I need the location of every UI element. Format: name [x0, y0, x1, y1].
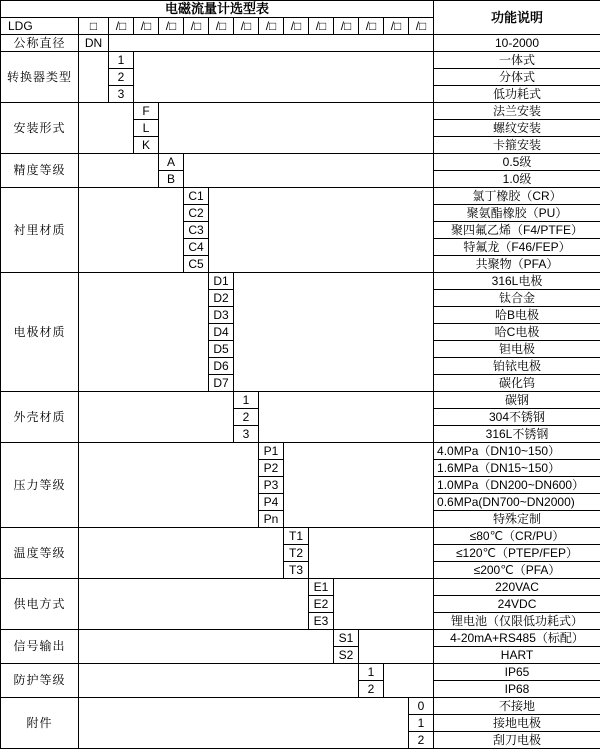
code-cell: C1 — [184, 188, 209, 205]
category-label: 温度等级 — [1, 528, 79, 579]
code-cell: 3 — [234, 426, 259, 443]
desc-cell: ≤80℃（CR/PU） — [434, 528, 600, 545]
code-cell: D7 — [209, 375, 234, 392]
model-slot: /□ — [309, 18, 334, 35]
code-cell: 1 — [109, 52, 134, 69]
left-gap — [79, 52, 109, 103]
model-slot: /□ — [284, 18, 309, 35]
right-gap — [134, 52, 434, 103]
desc-column-header: 功能说明 — [434, 1, 600, 35]
code-cell: S2 — [334, 647, 359, 664]
desc-cell: 特氟龙（F46/FEP） — [434, 239, 600, 256]
desc-cell: IP65 — [434, 664, 600, 681]
code-cell: DN — [79, 35, 109, 52]
code-cell: S1 — [334, 630, 359, 647]
model-slot: /□ — [409, 18, 434, 35]
desc-cell: 4-20mA+RS485（标配） — [434, 630, 600, 647]
code-cell: C2 — [184, 205, 209, 222]
desc-cell: 聚氨酯橡胶（PU） — [434, 205, 600, 222]
code-cell: T2 — [284, 545, 309, 562]
desc-cell: 4.0MPa（DN10~150） — [434, 443, 600, 460]
code-cell: T1 — [284, 528, 309, 545]
left-gap — [79, 579, 309, 630]
desc-cell: 共聚物（PFA） — [434, 256, 600, 273]
code-cell: 2 — [109, 69, 134, 86]
desc-cell: 接地电极 — [434, 715, 600, 732]
code-cell: C3 — [184, 222, 209, 239]
model-slot: /□ — [234, 18, 259, 35]
desc-cell: 0.5级 — [434, 154, 600, 171]
desc-cell: 1.6MPa（DN15~150） — [434, 460, 600, 477]
code-cell: D2 — [209, 290, 234, 307]
desc-cell: 锂电池（仅限低功耗式） — [434, 613, 600, 630]
category-label: 外壳材质 — [1, 392, 79, 443]
desc-cell: 316L电极 — [434, 273, 600, 290]
code-cell: P4 — [259, 494, 284, 511]
model-slot: /□ — [334, 18, 359, 35]
right-gap — [109, 35, 434, 52]
code-cell: 1 — [359, 664, 384, 681]
right-gap — [359, 630, 434, 664]
desc-cell: 刮刀电极 — [434, 732, 600, 749]
code-cell: C5 — [184, 256, 209, 273]
desc-cell: ≤120℃（PTEP/FEP） — [434, 545, 600, 562]
category-label: 公称直径 — [1, 35, 79, 52]
desc-cell: 1.0级 — [434, 171, 600, 188]
right-gap — [284, 443, 434, 528]
desc-cell: 316L不锈钢 — [434, 426, 600, 443]
model-slot: /□ — [159, 18, 184, 35]
desc-cell: 220VAC — [434, 579, 600, 596]
category-label: 转换器类型 — [1, 52, 79, 103]
right-gap — [259, 392, 434, 443]
left-gap — [79, 103, 134, 154]
right-gap — [334, 579, 434, 630]
left-gap — [79, 630, 334, 664]
desc-cell: 碳化钨 — [434, 375, 600, 392]
desc-cell: 法兰安装 — [434, 103, 600, 120]
code-cell: D5 — [209, 341, 234, 358]
category-label: 信号输出 — [1, 630, 79, 664]
code-cell: P1 — [259, 443, 284, 460]
category-label: 安装形式 — [1, 103, 79, 154]
model-base-box: □ — [79, 18, 109, 35]
desc-cell: 分体式 — [434, 69, 600, 86]
right-gap — [234, 273, 434, 392]
code-cell: 2 — [359, 681, 384, 698]
desc-cell: 24VDC — [434, 596, 600, 613]
desc-cell: 聚四氟乙烯（F4/PTFE） — [434, 222, 600, 239]
desc-cell: 哈B电极 — [434, 307, 600, 324]
desc-cell: HART — [434, 647, 600, 664]
table-title: 电磁流量计选型表 — [1, 1, 434, 18]
code-cell: F — [134, 103, 159, 120]
code-cell: P3 — [259, 477, 284, 494]
category-label: 精度等级 — [1, 154, 79, 188]
desc-cell: 碳钢 — [434, 392, 600, 409]
code-cell: D4 — [209, 324, 234, 341]
desc-cell: 钛合金 — [434, 290, 600, 307]
code-cell: L — [134, 120, 159, 137]
desc-cell: 哈C电极 — [434, 324, 600, 341]
desc-cell: 氯丁橡胶（CR） — [434, 188, 600, 205]
desc-cell: 不接地 — [434, 698, 600, 715]
model-slot: /□ — [209, 18, 234, 35]
right-gap — [184, 154, 434, 188]
left-gap — [79, 664, 359, 698]
desc-cell: 10-2000 — [434, 35, 600, 52]
category-label: 压力等级 — [1, 443, 79, 528]
category-label: 附件 — [1, 698, 79, 749]
category-label: 衬里材质 — [1, 188, 79, 273]
right-gap — [309, 528, 434, 579]
right-gap — [159, 103, 434, 154]
code-cell: E1 — [309, 579, 334, 596]
code-cell: E3 — [309, 613, 334, 630]
desc-cell: 低功耗式 — [434, 86, 600, 103]
left-gap — [79, 392, 234, 443]
left-gap — [79, 528, 284, 579]
selection-table-body — [1, 1, 600, 749]
code-cell: T3 — [284, 562, 309, 579]
desc-cell: 特殊定制 — [434, 511, 600, 528]
desc-cell: 钽电极 — [434, 341, 600, 358]
category-label: 防护等级 — [1, 664, 79, 698]
code-cell: E2 — [309, 596, 334, 613]
model-slot: /□ — [134, 18, 159, 35]
model-slot: /□ — [109, 18, 134, 35]
desc-cell: 卡箍安装 — [434, 137, 600, 154]
code-cell: 2 — [409, 732, 434, 749]
desc-cell: ≤200℃（PFA） — [434, 562, 600, 579]
code-cell: D1 — [209, 273, 234, 290]
code-cell: D6 — [209, 358, 234, 375]
code-cell: 0 — [409, 698, 434, 715]
desc-cell: 0.6MPa(DN700~DN2000) — [434, 494, 600, 511]
model-prefix: LDG — [1, 18, 79, 35]
code-cell: D3 — [209, 307, 234, 324]
desc-cell: 铂铱电极 — [434, 358, 600, 375]
left-gap — [79, 443, 259, 528]
code-cell: C4 — [184, 239, 209, 256]
code-cell: K — [134, 137, 159, 154]
desc-cell: 304不锈钢 — [434, 409, 600, 426]
left-gap — [79, 698, 409, 749]
desc-cell: 一体式 — [434, 52, 600, 69]
model-slot: /□ — [359, 18, 384, 35]
left-gap — [79, 154, 159, 188]
code-cell: Pn — [259, 511, 284, 528]
code-cell: 3 — [109, 86, 134, 103]
model-slot: /□ — [184, 18, 209, 35]
category-label: 电极材质 — [1, 273, 79, 392]
model-slot: /□ — [384, 18, 409, 35]
desc-cell: IP68 — [434, 681, 600, 698]
right-gap — [384, 664, 434, 698]
code-cell: A — [159, 154, 184, 171]
model-slot: /□ — [259, 18, 284, 35]
left-gap — [79, 273, 209, 392]
category-label: 供电方式 — [1, 579, 79, 630]
code-cell: B — [159, 171, 184, 188]
code-cell: 1 — [409, 715, 434, 732]
desc-cell: 螺纹安装 — [434, 120, 600, 137]
left-gap — [79, 188, 184, 273]
right-gap — [209, 188, 434, 273]
desc-cell: 1.0MPa（DN200~DN600） — [434, 477, 600, 494]
code-cell: 1 — [234, 392, 259, 409]
code-cell: 2 — [234, 409, 259, 426]
code-cell: P2 — [259, 460, 284, 477]
